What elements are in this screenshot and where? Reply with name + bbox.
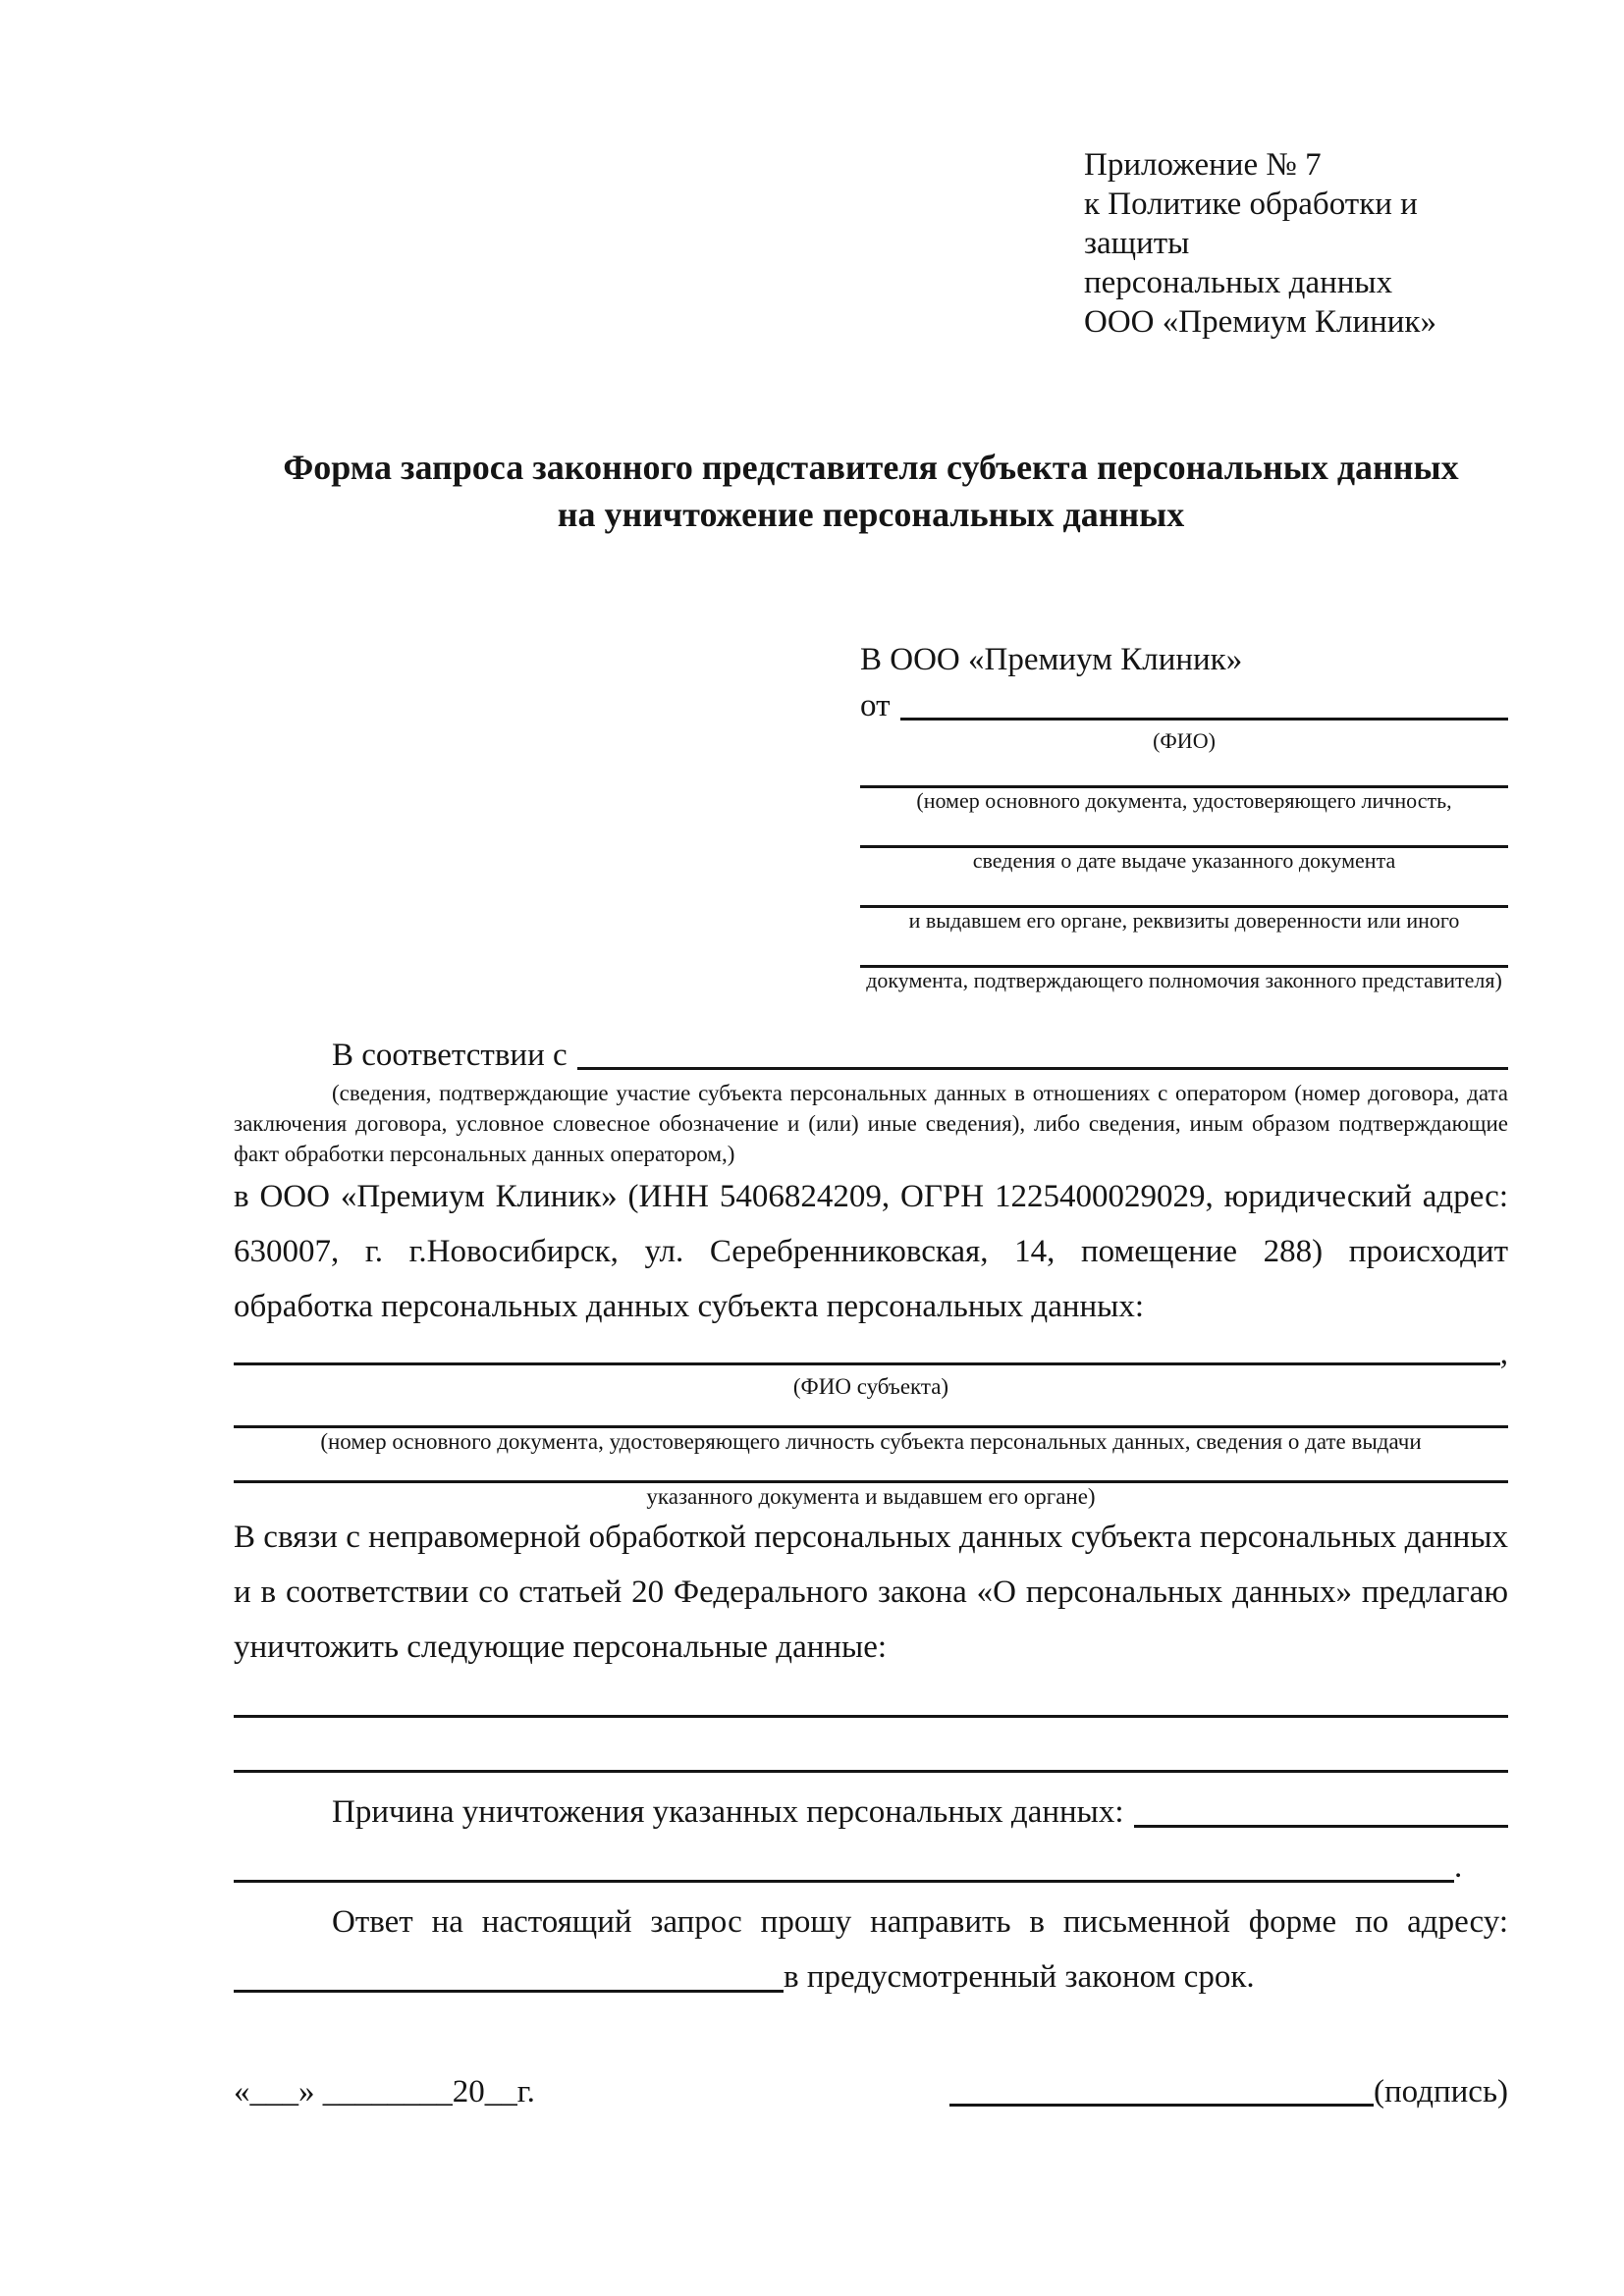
from-blank-line xyxy=(900,718,1509,721)
reason-lead: Причина уничтожения указанных персональных данных: xyxy=(332,1794,1124,1830)
blank-line xyxy=(234,1455,1508,1483)
subject-doc-caption-2: указанного документа и выдавшем его органе) xyxy=(646,1484,1096,1509)
subject-fio-blank-line xyxy=(234,1362,1500,1365)
answer-tail: в предусмотренный законом срок. xyxy=(784,1959,1255,1995)
representative-doc-field xyxy=(860,874,1508,934)
subject-fio-comma: , xyxy=(1499,1336,1508,1371)
field-caption: и выдавшем его органе, реквизиты доверенности или иного xyxy=(908,908,1460,933)
blank-line xyxy=(860,754,1508,788)
demand-paragraph: В связи с неправомерной обработкой персональных данных субъекта персональных данных и в соответствии со статьей 20 Федерального закона «О персональных данных» предлагаю уничтожить следующие персональные данные: xyxy=(234,1520,1508,1665)
blank-line xyxy=(860,874,1508,908)
blank-line xyxy=(860,814,1508,848)
from-label: от xyxy=(860,688,891,723)
subject-doc-field xyxy=(234,1400,1508,1455)
field-caption: (номер основного документа, удостоверяющего личность, xyxy=(916,788,1452,813)
blank-line xyxy=(234,1770,1508,1773)
reason-row xyxy=(234,1785,1508,1840)
signature-caption: (подпись) xyxy=(1374,2074,1508,2109)
footer xyxy=(234,2069,1508,2114)
addressee-organization: В ООО «Премиум Клиник» xyxy=(860,642,1243,677)
reason-period: . xyxy=(1454,1849,1463,1885)
data-blank-row xyxy=(234,1675,1508,1730)
accordance-lead: В соответствии с xyxy=(332,1038,568,1073)
accordance-blank-line xyxy=(577,1067,1508,1070)
signature-blank-line xyxy=(949,2104,1374,2107)
address-blank-line xyxy=(234,1990,784,1993)
field-caption: сведения о дате выдаче указанного документа xyxy=(972,848,1396,873)
field-caption: документа, подтверждающего полномочия законного представителя) xyxy=(866,968,1502,992)
appendix-line-3: персональных данных xyxy=(1084,265,1393,300)
appendix-line-2: к Политике обработки и защиты xyxy=(1084,187,1418,261)
representative-doc-field xyxy=(860,754,1508,814)
subject-fio-caption: (ФИО субъекта) xyxy=(792,1374,949,1399)
representative-doc-field xyxy=(860,934,1508,993)
subject-doc-field xyxy=(234,1455,1508,1510)
fio-caption: (ФИО) xyxy=(1153,728,1216,753)
from-row xyxy=(860,683,1508,728)
appendix-header xyxy=(1084,145,1508,342)
accordance-row xyxy=(234,1033,1508,1078)
signature-group xyxy=(949,2069,1508,2114)
blank-line xyxy=(234,1400,1508,1428)
document-body xyxy=(234,1033,1508,2004)
blank-line xyxy=(234,1880,1454,1883)
answer-address-row xyxy=(234,1949,1508,2004)
accordance-note: (сведения, подтверждающие участие субъекта персональных данных в отношениях с оператором (номер договора, дата заключения договора, условное словесное обозначение и (или) иные сведения), либо сведения, иным образом подтверждающие факт обработки персональных данных оператором,) xyxy=(234,1081,1508,1166)
appendix-line-1: Приложение № 7 xyxy=(1084,147,1322,183)
answer-paragraph: Ответ на настоящий запрос прошу направить в письменной форме по адресу: xyxy=(332,1904,1508,1940)
title-line-2: на уничтожение персональных данных xyxy=(557,495,1185,534)
representative-doc-field xyxy=(860,814,1508,874)
data-blank-row xyxy=(234,1730,1508,1785)
subject-fio-row xyxy=(234,1334,1508,1373)
blank-line xyxy=(860,934,1508,968)
blank-line xyxy=(234,1715,1508,1718)
title-line-1: Форма запроса законного представителя субъекта персональных данных xyxy=(283,448,1459,487)
operator-paragraph: в ООО «Премиум Клиник» (ИНН 5406824209, ОГРН 1225400029029, юридический адрес: 630007, г. г.Новосибирск, ул. Серебренниковская, 14, помещение 288) происходит обработка персональных данных субъекта персональных данных: xyxy=(234,1179,1508,1324)
subject-doc-caption-1: (номер основного документа, удостоверяющего личность субъекта персональных данных, сведения о дате выдачи xyxy=(320,1429,1422,1454)
document-title xyxy=(234,444,1508,538)
date-line: «___» ________20__г. xyxy=(234,2074,535,2109)
reason-continuation-row xyxy=(234,1840,1508,1895)
addressee-block xyxy=(860,636,1508,993)
appendix-line-4: ООО «Премиум Клиник» xyxy=(1084,304,1436,340)
reason-blank-line xyxy=(1134,1825,1508,1828)
